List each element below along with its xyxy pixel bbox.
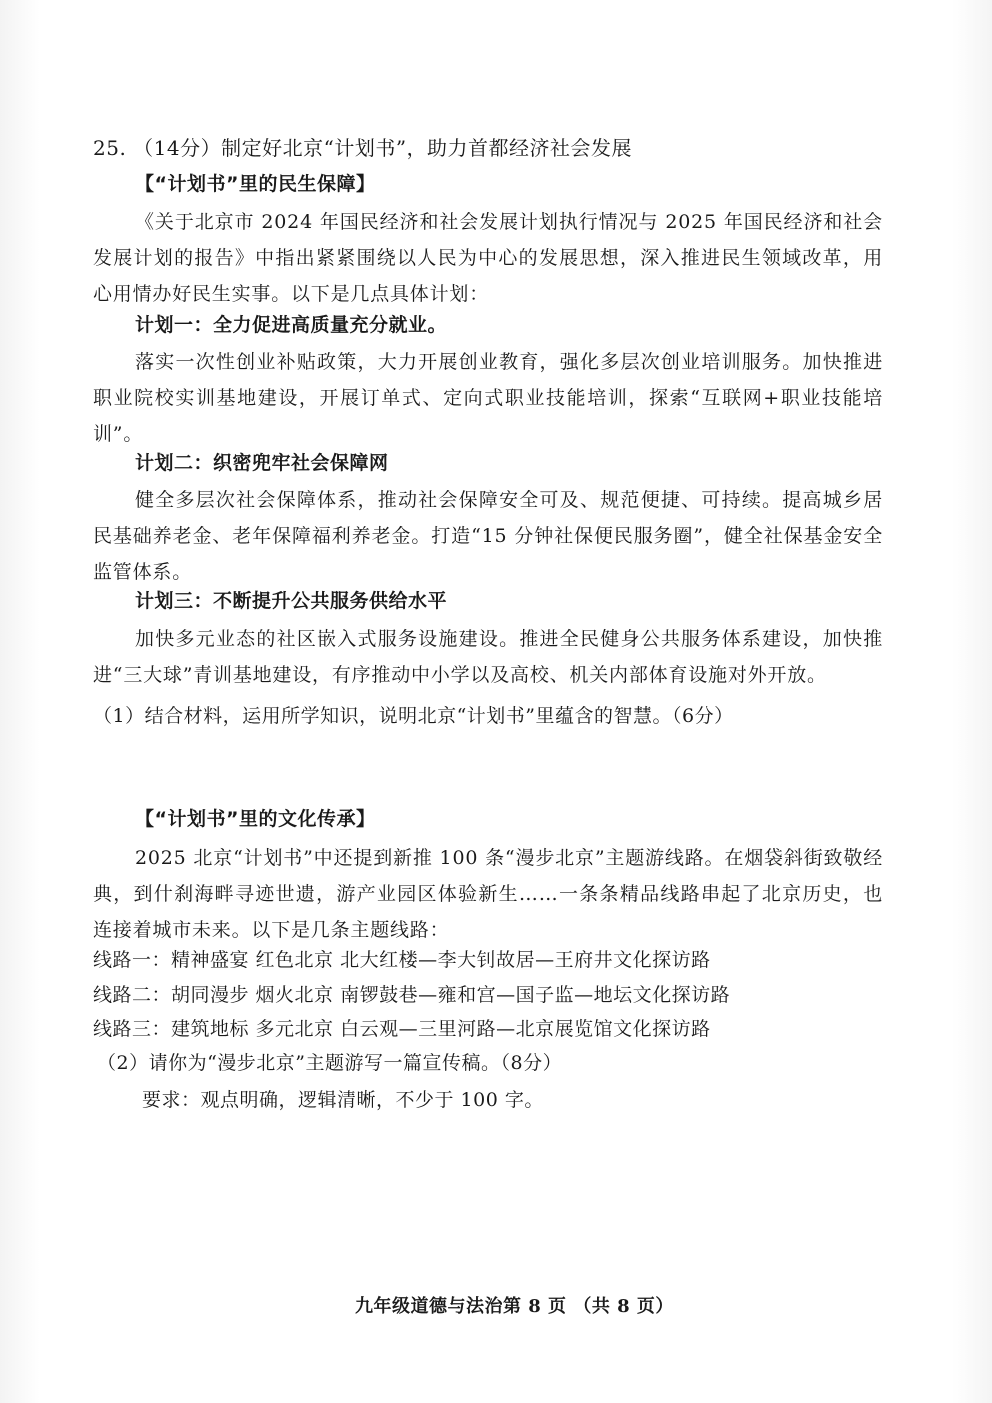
plan3-title: 计划三：不断提升公共服务供给水平 [135, 590, 448, 612]
sub-question-2: （2）请你为“漫步北京”主题游写一篇宣传稿。（8分） [97, 1052, 563, 1074]
plan2-title: 计划二：织密兜牢社会保障网 [135, 452, 389, 474]
plan3-text: 加快多元业态的社区嵌入式服务设施建设。推进全民健身公共服务体系建设，加快推进“三大球”青训基地建设，有序推动中小学以及高校、机关内部体育设施对外开放。 [93, 628, 883, 686]
section1-heading: 【“计划书”里的民生保障】 [135, 173, 376, 195]
plan1-text: 落实一次性创业补贴政策，大力开展创业教育，强化多层次创业培训服务。加快推进职业院校实训基地建设，开展订单式、定向式职业技能培训，探索“互联网+职业技能培训”。 [93, 351, 883, 445]
page-footer: 九年级道德与法治第 8 页 （共 8 页） [355, 1296, 674, 1317]
route-1: 线路一：精神盛宴 红色北京 北大红楼—李大钊故居—王府井文化探访路 [93, 949, 711, 971]
section2-intro: 2025 北京“计划书”中还提到新推 100 条“漫步北京”主题游线路。在烟袋斜街致敬经典，到什刹海畔寻迹世遗，游产业园区体验新生……一条条精品线路串起了北京历史，也连接着城市未来。以下是几条主题线路： [93, 847, 883, 941]
route-3: 线路三：建筑地标 多元北京 白云观—三里河路—北京展览馆文化探访路 [93, 1018, 711, 1040]
question-title: 25. （14分）制定好北京“计划书”，助力首都经济社会发展 [93, 136, 633, 160]
requirement-text: 要求：观点明确，逻辑清晰，不少于 100 字。 [142, 1089, 544, 1111]
route-2: 线路二：胡同漫步 烟火北京 南锣鼓巷—雍和宫—国子监—地坛文化探访路 [93, 984, 731, 1006]
section1-intro: 《关于北京市 2024 年国民经济和社会发展计划执行情况与 2025 年国民经济和社会发展计划的报告》中指出紧紧围绕以人民为中心的发展思想，深入推进民生领域改革，用心用情办好民生实事。以下是几点具体计划： [93, 211, 883, 305]
section2-heading: 【“计划书”里的文化传承】 [135, 808, 376, 830]
plan2-text: 健全多层次社会保障体系，推动社会保障安全可及、规范便捷、可持续。提高城乡居民基础养老金、老年保障福利养老金。打造“15 分钟社保便民服务圈”，健全社保基金安全监管体系。 [93, 489, 883, 583]
plan1-title: 计划一：全力促进高质量充分就业。 [135, 314, 448, 336]
sub-question-1: （1）结合材料，运用所学知识，说明北京“计划书”里蕴含的智慧。（6分） [93, 705, 734, 727]
